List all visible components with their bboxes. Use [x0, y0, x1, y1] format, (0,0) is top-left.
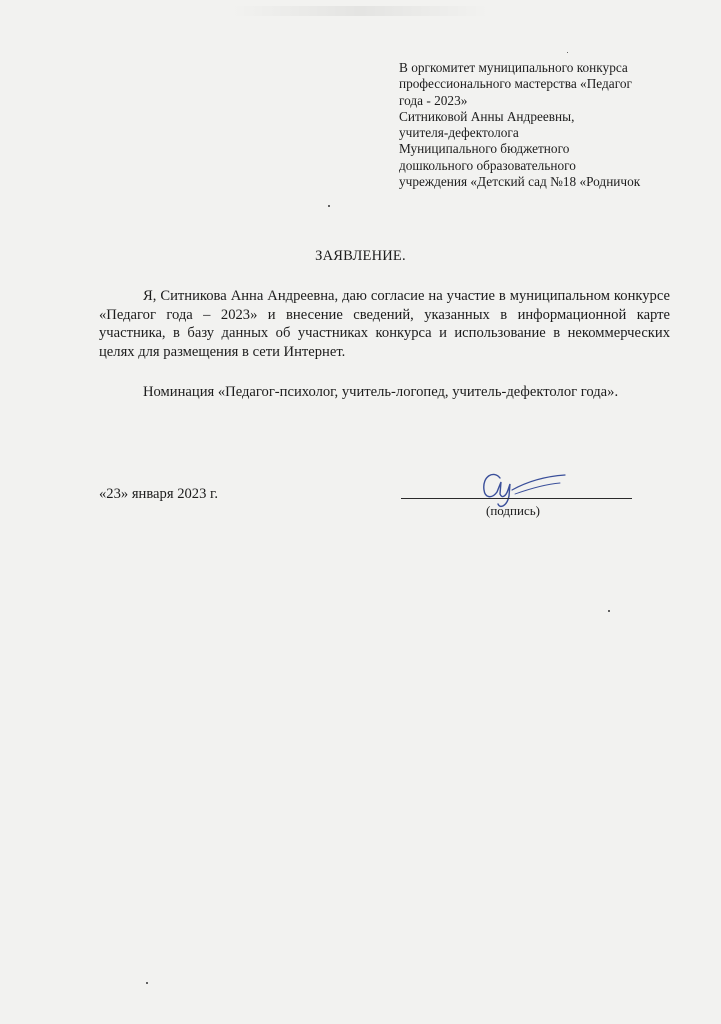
addressee-line: профессионального мастерства «Педагог: [399, 76, 632, 92]
nomination-text: Номинация «Педагог-психолог, учитель-логопед, учитель-дефектолог года».: [143, 384, 619, 400]
scan-speck: [146, 982, 148, 984]
document-date: «23» января 2023 г.: [99, 486, 219, 502]
scan-speck: [608, 610, 610, 612]
addressee-line: года - 2023»: [399, 92, 468, 108]
signature-caption: (подпись): [486, 503, 540, 518]
addressee-line: учреждения «Детский сад №18 «Родничок: [399, 174, 641, 190]
scan-artifact: [230, 6, 490, 16]
consent-text: Я, Ситникова Анна Андреевна, даю согласие на участие в муниципальном конкурсе «Педагог года – 2023» и внесение сведений, указанных в информационной карте участника, в базу данных об участниках конкурса и использование в некоммерческих целях для размещения в сети Интернет.: [99, 288, 670, 360]
addressee-line: Муниципального бюджетного: [399, 141, 570, 157]
addressee-line: дошкольного образовательного: [399, 157, 576, 173]
scan-speck: [328, 205, 330, 207]
addressee-line: Ситниковой Анны Андреевны,: [399, 108, 575, 124]
addressee-line: В оргкомитет муниципального конкурса: [399, 60, 628, 75]
addressee-line: учителя-дефектолога: [399, 125, 519, 141]
signature-line: [401, 498, 632, 499]
consent-paragraph: [99, 287, 670, 361]
nomination-paragraph: [99, 383, 670, 402]
document-title: ЗАЯВЛЕНИЕ.: [315, 248, 406, 264]
addressee-block: [399, 60, 699, 190]
scan-speck: [567, 52, 568, 53]
